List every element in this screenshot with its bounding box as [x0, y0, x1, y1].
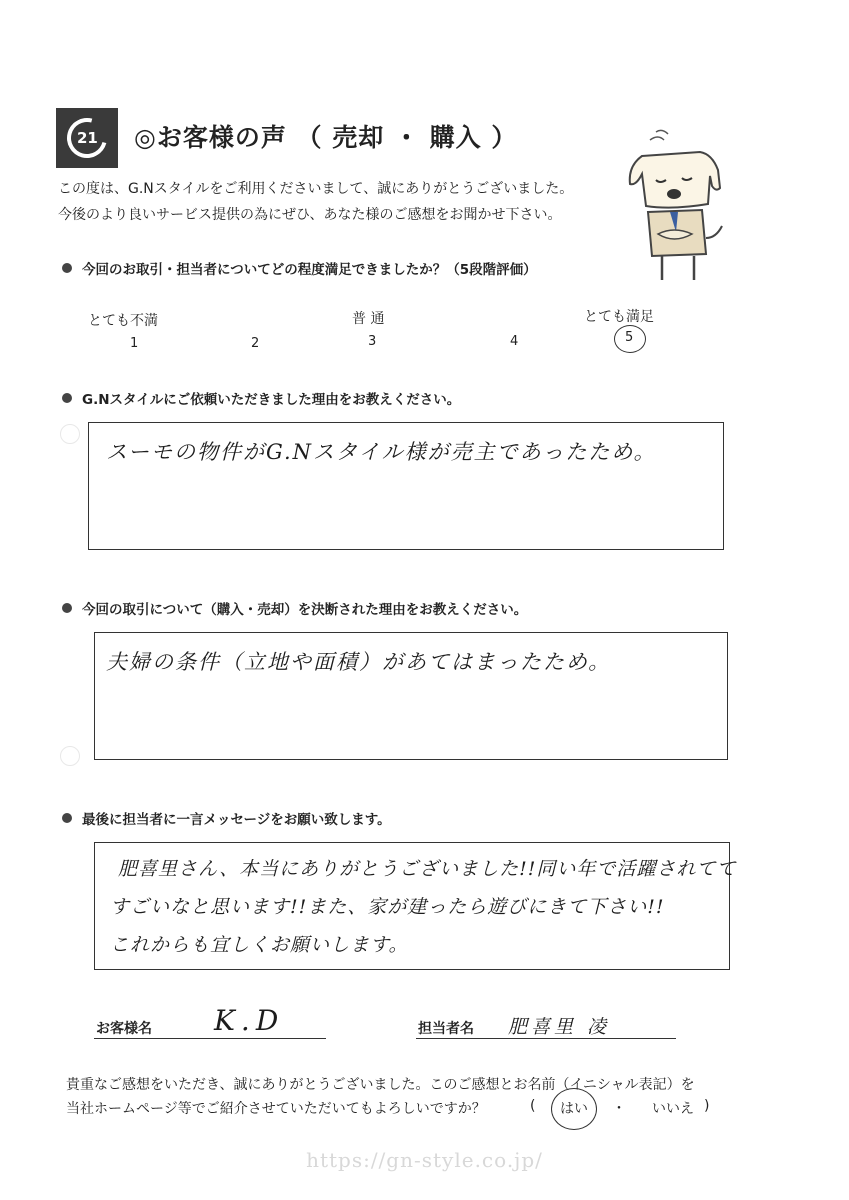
answer-3-text: 夫婦の条件（立地や面積）があてはまったため。	[106, 650, 612, 674]
customer-name-label: お客様名	[96, 1021, 152, 1037]
scale-low-label: とても不満	[88, 313, 158, 329]
consent-option-yes[interactable]: はい	[560, 1101, 588, 1117]
question-4	[62, 808, 391, 828]
answer-4-line-3: これからも宜しくお願いします。	[110, 934, 409, 956]
consent-open-paren: (	[530, 1098, 536, 1114]
consent-option-no[interactable]: いいえ	[652, 1101, 694, 1117]
logo-text: 21	[76, 129, 98, 147]
consent-option-separator: ・	[612, 1101, 626, 1117]
intro-line-2: 今後のより良いサービス提供の為にぜひ、あなた様のご感想をお聞かせ下さい。	[58, 207, 562, 223]
staff-name-value[interactable]: 肥喜里 凌	[508, 1016, 611, 1038]
question-4-text: 最後に担当者に一言メッセージをお願い致します。	[82, 812, 391, 828]
consent-line-2: 当社ホームページ等でご紹介させていただいてもよろしいですか？	[66, 1101, 486, 1117]
question-1-text: 今回のお取引・担当者についてどの程度満足できましたか？（5段階評価）	[82, 262, 537, 278]
punch-hole	[60, 424, 80, 444]
scale-high-label: とても満足	[584, 309, 654, 325]
page-title: ◎お客様の声 （ 売却 ・ 購入 ）	[134, 123, 518, 152]
scale-option-3[interactable]: 3	[368, 334, 377, 349]
bullet-icon	[62, 393, 72, 403]
bullet-icon	[62, 263, 72, 273]
intro-line-1: この度は、G.Nスタイルをご利用くださいまして、誠にありがとうございました。	[58, 181, 574, 197]
question-3	[62, 598, 527, 618]
scale-option-2[interactable]: 2	[251, 336, 260, 351]
question-2	[62, 388, 460, 408]
answer-4-line-1: 肥喜里さん、本当にありがとうございました!!同い年で活躍されてて	[118, 858, 737, 880]
selected-rating-circle	[614, 325, 646, 353]
answer-2-text: スーモの物件がG.Nスタイル様が売主であったため。	[106, 440, 657, 464]
scale-mid-label: 普 通	[352, 311, 385, 327]
scale-option-4[interactable]: 4	[510, 334, 519, 349]
question-2-text: G.Nスタイルにご依頼いただきました理由をお教えください。	[82, 392, 461, 408]
website-url-watermark: https://gn-style.co.jp/	[306, 1148, 543, 1172]
dog-mascot-illustration	[612, 126, 732, 286]
century21-logo	[56, 108, 118, 168]
question-1	[62, 258, 537, 278]
consent-close-paren: )	[704, 1098, 710, 1114]
customer-name-line	[94, 1038, 326, 1039]
consent-line-1: 貴重なご感想をいただき、誠にありがとうございました。このご感想とお名前（イニシャル表記）を	[66, 1077, 695, 1093]
scale-option-5[interactable]: 5	[625, 330, 634, 345]
bullet-icon	[62, 813, 72, 823]
question-3-text: 今回の取引について（購入・売却）を決断された理由をお教えください。	[82, 602, 528, 618]
punch-hole	[60, 746, 80, 766]
answer-4-line-2: すごいなと思います!!また、家が建ったら遊びにきて下さい!!	[110, 896, 665, 918]
selected-yes-circle	[551, 1088, 597, 1130]
scale-option-1[interactable]: 1	[130, 336, 139, 351]
staff-name-label: 担当者名	[418, 1021, 474, 1037]
customer-name-value[interactable]: K.D	[214, 1004, 285, 1037]
bullet-icon	[62, 603, 72, 613]
